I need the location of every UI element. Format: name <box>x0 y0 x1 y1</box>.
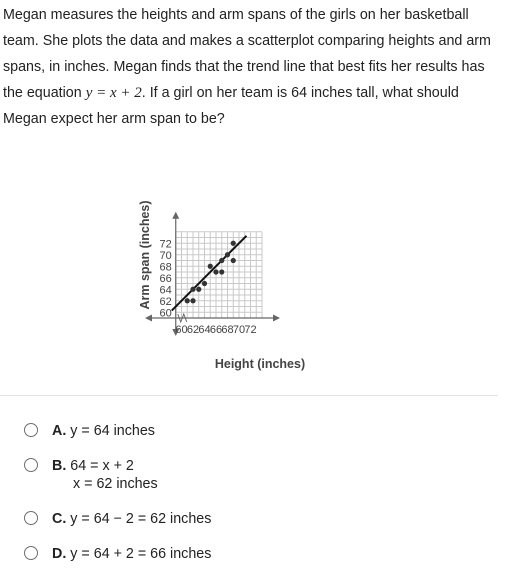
x-axis-arrow-left <box>145 315 152 322</box>
tick-labels <box>160 238 257 336</box>
y-tick-label: 66 <box>159 272 172 285</box>
question-text-fragment: . If a girl on her team is 64 inches tall, what should <box>141 85 459 101</box>
radio-button[interactable] <box>24 546 38 560</box>
choice-letter: D. <box>52 546 67 562</box>
choice-text: y = 64 + 2 = 66 inches <box>70 546 212 562</box>
y-tick-label: 64 <box>159 284 172 297</box>
chart-grid <box>176 232 262 318</box>
choice-text: y = 64 − 2 = 62 inches <box>70 511 212 527</box>
radio-button[interactable] <box>24 423 38 437</box>
x-tick-label: 66 <box>209 324 223 336</box>
data-point <box>190 287 195 292</box>
axis-break-mark <box>178 314 187 322</box>
y-axis-arrow-up <box>172 212 179 219</box>
x-tick-label: 70 <box>232 324 246 336</box>
x-tick-label: 64 <box>198 324 211 336</box>
y-tick-label: 60 <box>159 307 172 320</box>
choice-letter: A. <box>52 423 67 439</box>
data-point <box>219 258 224 263</box>
choice-text-line2: x = 62 inches <box>73 476 158 492</box>
question-text-fragment: the equation <box>3 85 86 101</box>
trend-line-group <box>172 236 247 311</box>
y-axis-label: Arm span (inches) <box>138 200 152 310</box>
data-point <box>202 281 207 286</box>
choice-label <box>52 545 211 563</box>
choice-letter: B. <box>52 458 67 474</box>
data-point <box>225 252 230 257</box>
question-line: Megan measures the heights and arm spans of the girls on her basketball <box>3 7 469 23</box>
x-axis-label: Height (inches) <box>214 357 306 371</box>
divider <box>0 395 498 396</box>
choice-text: 64 = x + 2 <box>70 458 134 474</box>
choice-label <box>52 457 158 493</box>
data-point <box>190 298 195 303</box>
data-point <box>231 241 236 246</box>
trend-line <box>172 236 247 311</box>
question-line: Megan expect her arm span to be? <box>3 111 225 127</box>
scatterplot <box>135 150 375 375</box>
radio-button[interactable] <box>24 511 38 525</box>
x-tick-label: 68 <box>221 324 234 336</box>
data-point <box>213 269 218 274</box>
data-point <box>231 258 236 263</box>
radio-button[interactable] <box>24 458 38 472</box>
y-tick-label: 68 <box>159 261 172 274</box>
choice-label <box>52 510 211 528</box>
choice-label <box>52 422 155 440</box>
y-tick-label: 70 <box>159 249 172 262</box>
x-tick-label: 60 <box>175 324 188 336</box>
choice-text: y = 64 inches <box>70 423 155 439</box>
data-point <box>208 264 213 269</box>
question-line: spans, in inches. Megan finds that the trend line that best fits her results has <box>3 59 485 75</box>
y-tick-label: 72 <box>159 238 172 251</box>
question-text <box>3 2 503 132</box>
question-line: team. She plots the data and makes a scatterplot comparing heights and arm <box>3 33 491 49</box>
x-tick-label: 62 <box>186 324 200 336</box>
data-point <box>196 287 201 292</box>
trend-line-equation: y = x + 2 <box>85 85 142 101</box>
question-line <box>3 80 503 106</box>
x-axis-arrow-right <box>273 315 280 322</box>
y-tick-label: 62 <box>159 295 172 308</box>
data-point <box>185 298 190 303</box>
data-point <box>219 269 224 274</box>
choice-letter: C. <box>52 511 67 527</box>
x-tick-label: 72 <box>244 324 257 336</box>
